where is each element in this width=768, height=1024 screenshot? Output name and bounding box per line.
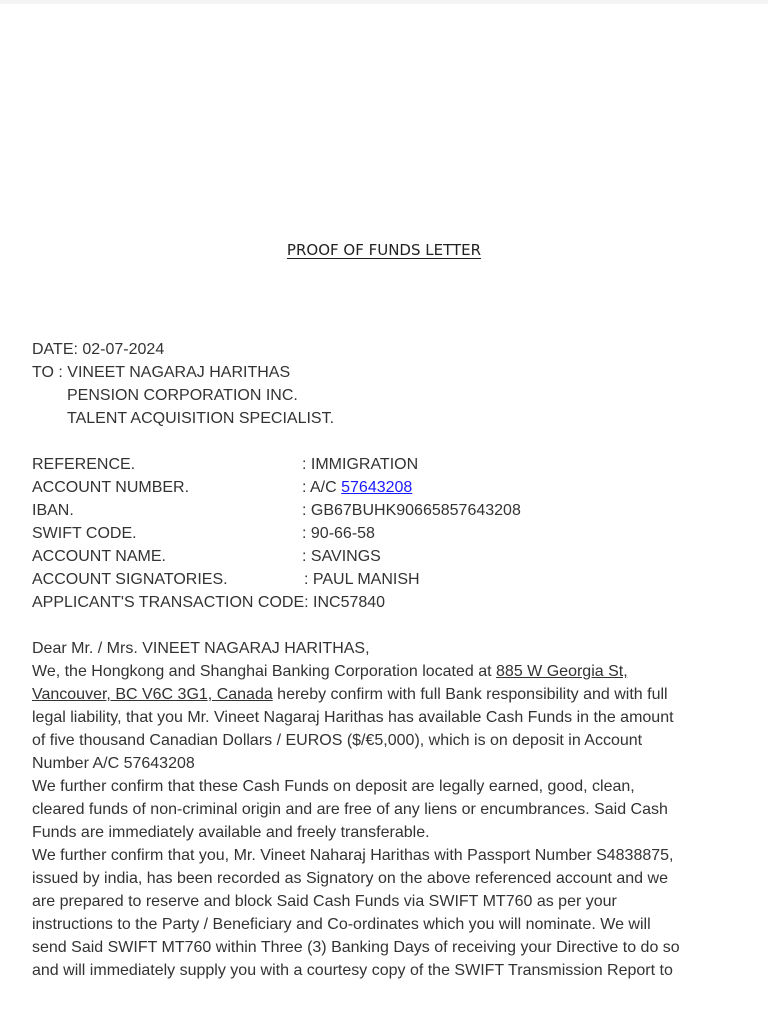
para1-line-3: legal liability, that you Mr. Vineet Nagaraj Harithas has available Cash Funds in the amount bbox=[32, 709, 674, 726]
detail-value-swift: : 90-66-58 bbox=[302, 525, 375, 542]
recipient-name: TO : VINEET NAGARAJ HARITHAS bbox=[32, 364, 291, 381]
para3-line-1: We further confirm that you, Mr. Vineet Naharaj Harithas with Passport Number S4838875, bbox=[32, 847, 674, 864]
detail-label-signatories: ACCOUNT SIGNATORIES. bbox=[32, 571, 228, 588]
detail-label-reference: REFERENCE. bbox=[32, 456, 136, 473]
para1-line-5: Number A/C 57643208 bbox=[32, 755, 195, 772]
detail-value-reference: : IMMIGRATION bbox=[302, 456, 419, 473]
transaction-code: APPLICANT'S TRANSACTION CODE: INC57840 bbox=[32, 594, 386, 611]
para1-line-1 bbox=[32, 660, 742, 683]
detail-value-iban: : GB67BUHK90665857643208 bbox=[302, 502, 521, 519]
detail-value-signatories: : PAUL MANISH bbox=[304, 571, 420, 588]
detail-label-account-name: ACCOUNT NAME. bbox=[32, 548, 166, 565]
bank-address-part-1: 885 W Georgia St, bbox=[496, 663, 628, 680]
bank-address-part-2: Vancouver, BC V6C 3G1, Canada bbox=[32, 686, 273, 703]
top-divider bbox=[0, 0, 768, 4]
salutation: Dear Mr. / Mrs. VINEET NAGARAJ HARITHAS, bbox=[32, 640, 370, 657]
para2-line-2: cleared funds of non-criminal origin and are free of any liens or encumbrances. Said Cash bbox=[32, 801, 668, 818]
para1-line-4: of five thousand Canadian Dollars / EUROS ($/€5,000), which is on deposit in Account bbox=[32, 732, 643, 749]
para1-line-1-text: We, the Hongkong and Shanghai Banking Corporation located at bbox=[32, 663, 497, 680]
para2-line-1: We further confirm that these Cash Funds on deposit are legally earned, good, clean, bbox=[32, 778, 635, 795]
paragraph-funds-origin bbox=[32, 775, 742, 844]
para1-line-2 bbox=[32, 683, 742, 706]
para3-line-2: issued by india, has been recorded as Signatory on the above referenced account and we bbox=[32, 870, 668, 887]
recipient-company: PENSION CORPORATION INC. bbox=[67, 387, 298, 404]
detail-value-account-number bbox=[302, 476, 412, 499]
detail-label-iban: IBAN. bbox=[32, 502, 74, 519]
detail-label-account-number: ACCOUNT NUMBER. bbox=[32, 479, 190, 496]
para3-line-5: send Said SWIFT MT760 within Three (3) Banking Days of receiving your Directive to do so bbox=[32, 939, 680, 956]
para1-line-2-text: hereby confirm with full Bank responsibility and with full bbox=[272, 686, 668, 703]
paragraph-signatory bbox=[32, 844, 742, 982]
detail-label-swift: SWIFT CODE. bbox=[32, 525, 137, 542]
paragraph-confirmation bbox=[32, 660, 742, 775]
para3-line-3: are prepared to reserve and block Said Cash Funds via SWIFT MT760 as per your bbox=[32, 893, 617, 910]
account-prefix: : A/C bbox=[302, 479, 342, 496]
recipient-role: TALENT ACQUISITION SPECIALIST. bbox=[67, 410, 335, 427]
account-number-link[interactable]: 57643208 bbox=[341, 479, 413, 496]
date-line: DATE: 02-07-2024 bbox=[32, 341, 165, 358]
letter-title: PROOF OF FUNDS LETTER bbox=[286, 241, 482, 259]
para3-line-6: and will immediately supply you with a courtesy copy of the SWIFT Transmission Report to bbox=[32, 962, 673, 979]
para3-line-4: instructions to the Party / Beneficiary and Co-ordinates which you will nominate. We will bbox=[32, 916, 651, 933]
para2-line-3: Funds are immediately available and freely transferable. bbox=[32, 824, 430, 841]
detail-value-account-name: : SAVINGS bbox=[302, 548, 381, 565]
